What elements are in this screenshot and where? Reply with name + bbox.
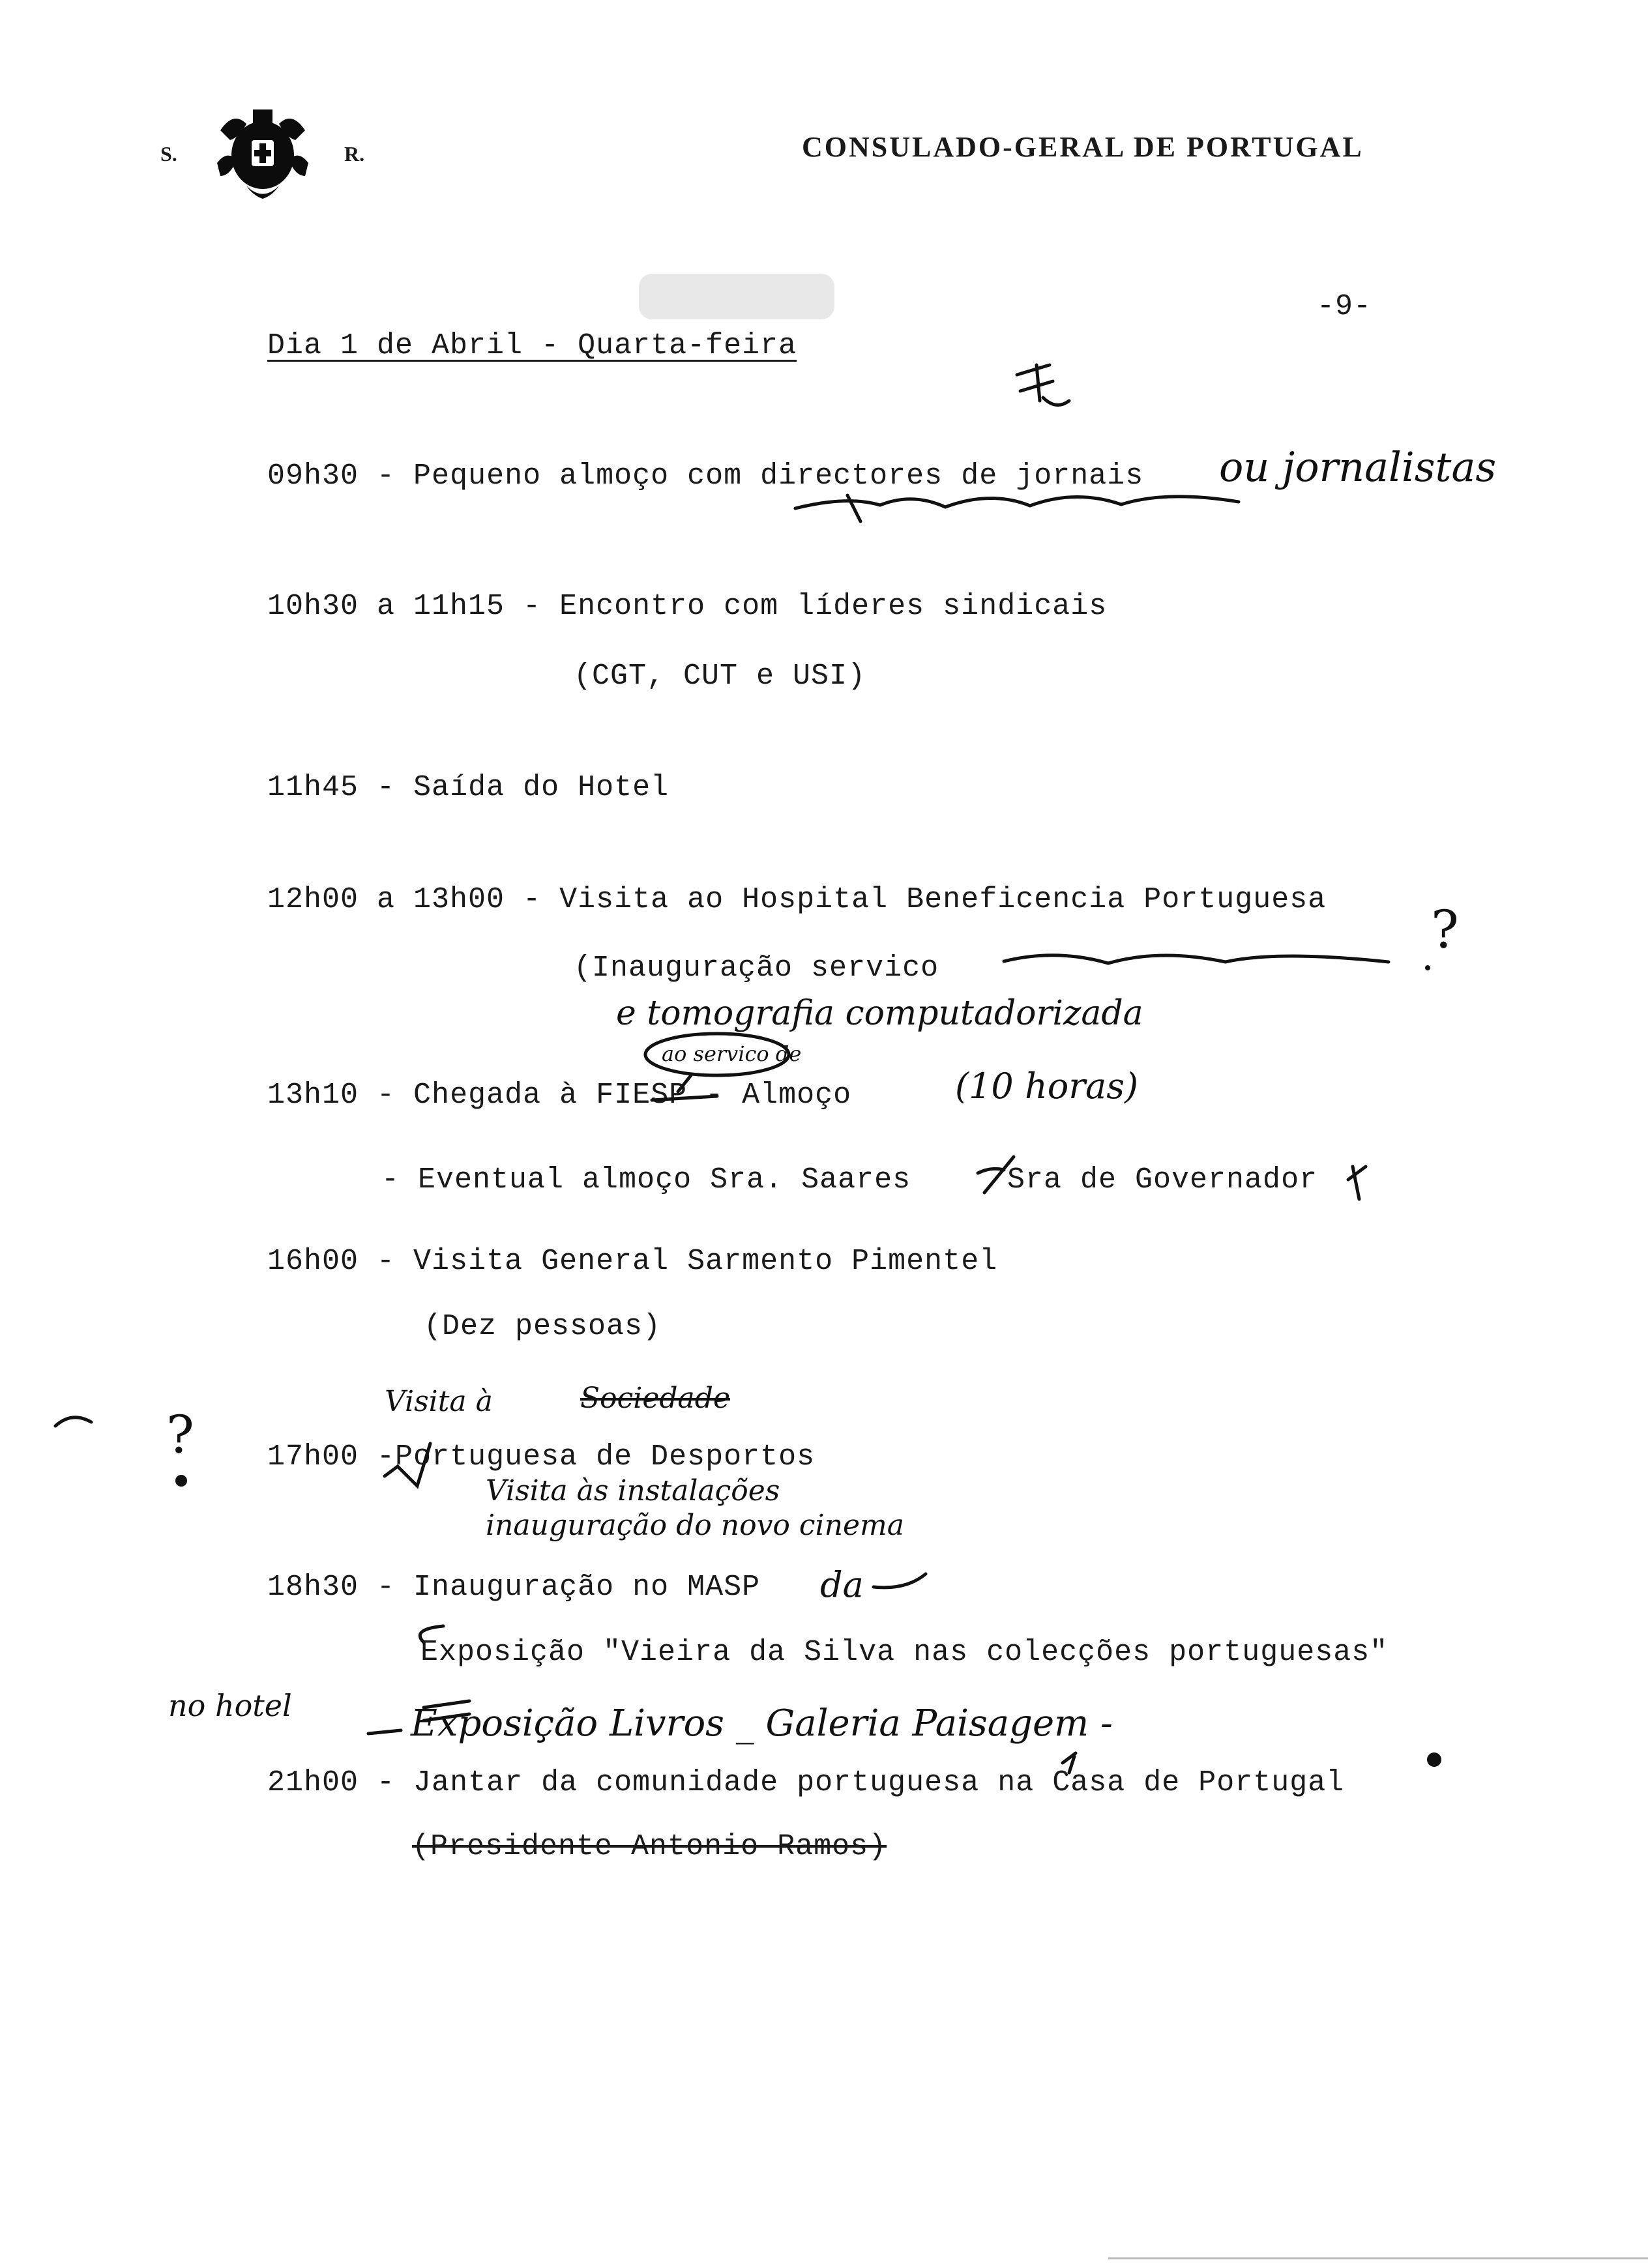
day-heading: Dia 1 de Abril - Quarta-feira (267, 329, 797, 362)
handwritten-sociedade: Sociedade (580, 1382, 730, 1415)
header-right-initial: R. (344, 142, 365, 166)
time-1030: 10h30 a 11h15 (267, 590, 505, 623)
text-1145: - Saída do Hotel (377, 771, 670, 804)
schedule-line-1700 (267, 1440, 815, 1474)
handwritten-visita-instalacoes: Visita às instalações (486, 1474, 780, 1507)
time-2100: 21h00 (267, 1766, 359, 1799)
schedule-line-1200 (267, 883, 1326, 916)
handwritten-question-mark-right: ? (1431, 899, 1459, 960)
text-0930: - Pequeno almoço com directores de jornais (377, 459, 1144, 493)
time-1830: 18h30 (267, 1571, 359, 1604)
time-1700: 17h00 (267, 1440, 359, 1474)
time-1600: 16h00 (267, 1245, 359, 1278)
header-left-initial: S. (160, 142, 177, 166)
header-title: CONSULADO-GERAL DE PORTUGAL (802, 131, 1364, 163)
handwritten-tomografia: e tomografia computadorizada (616, 994, 1143, 1033)
handwritten-inauguracao-cinema: inauguração do novo cinema (486, 1509, 904, 1542)
governor-wife: Sra de Governador (1007, 1163, 1318, 1197)
handwritten-exposicao-livros: Exposição Livros _ Galeria Paisagem - (411, 1702, 1113, 1745)
eventual-lunch: - Eventual almoço Sra. Saares (381, 1163, 911, 1197)
text-2100: - Jantar da comunidade portuguesa na Casa de Portugal (377, 1766, 1345, 1799)
page-number: -9- (1317, 290, 1372, 323)
handwritten-dez-horas: (10 horas) (955, 1066, 1139, 1107)
exhibition-vieira: Exposição "Vieira da Silva nas colecções portuguesas" (420, 1636, 1389, 1669)
time-1145: 11h45 (267, 771, 359, 804)
schedule-line-1310 (267, 1079, 851, 1112)
schedule-line-1145 (267, 771, 669, 804)
inauguration-service: (Inauguração servico (574, 952, 939, 985)
handwritten-visita-a: Visita à (385, 1385, 493, 1418)
text-1200: - Visita ao Hospital Beneficencia Portuguesa (523, 883, 1327, 916)
text-1310: - Chegada à FIESP - Almoço (377, 1079, 852, 1112)
schedule-line-2100 (267, 1766, 1344, 1799)
time-0930: 09h30 (267, 459, 359, 493)
president-antonio-ramos: (Presidente Antonio Ramos) (412, 1830, 887, 1863)
text-1830: - Inauguração no MASP (377, 1571, 761, 1604)
text-1030: - Encontro com líderes sindicais (523, 590, 1108, 623)
coat-of-arms-icon (207, 104, 318, 202)
schedule-line-1030 (267, 590, 1107, 623)
handwritten-question-mark-left: ? (166, 1404, 194, 1465)
handwritten-da: da (820, 1564, 864, 1605)
handwritten-no-hotel: no hotel (168, 1688, 292, 1723)
schedule-line-0930 (267, 459, 1143, 493)
ten-people: (Dez pessoas) (424, 1310, 662, 1343)
handwritten-ao-servico: ao servico de (662, 1041, 802, 1066)
time-1200: 12h00 a 13h00 (267, 883, 505, 916)
time-1310: 13h10 (267, 1079, 359, 1112)
handwritten-ou-jornalistas: ou jornalistas (1219, 443, 1497, 491)
text-1700: -Portuguesa de Desportos (377, 1440, 816, 1474)
text-1600: - Visita General Sarmento Pimentel (377, 1245, 998, 1278)
unions-list: (CGT, CUT e USI) (574, 660, 866, 693)
schedule-line-1600 (267, 1245, 997, 1278)
schedule-line-1830 (267, 1571, 760, 1604)
